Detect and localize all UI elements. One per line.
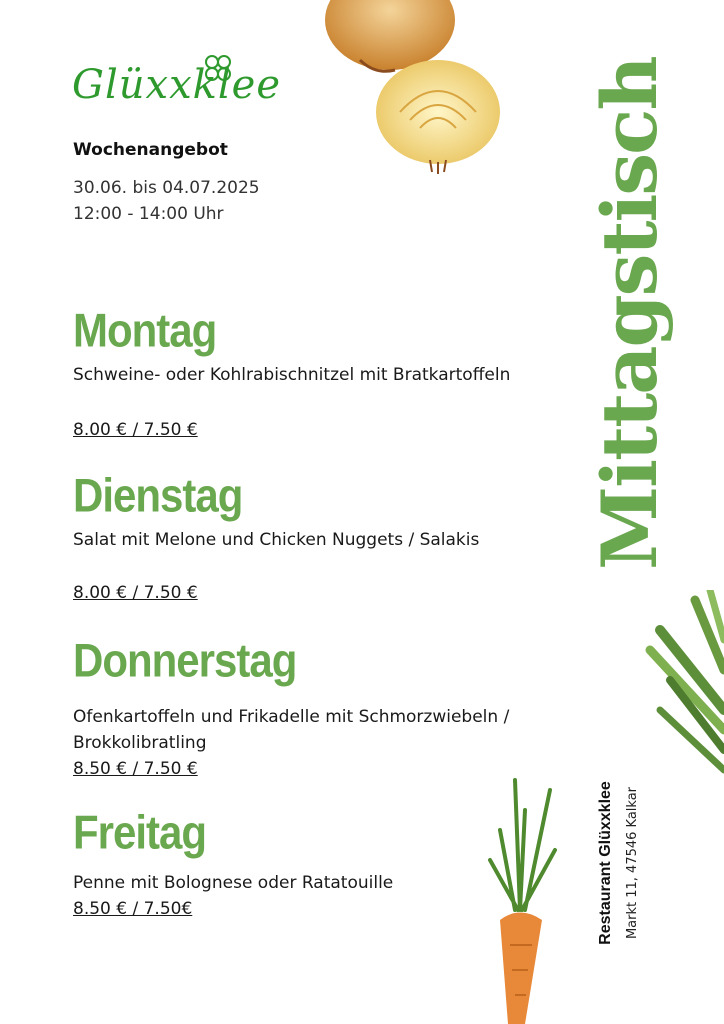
dish-dienstag: Salat mit Melone und Chicken Nuggets / Salakis xyxy=(73,530,480,550)
dish-donnerstag: Ofenkartoffeln und Frikadelle mit Schmorzwiebeln / Brokkolibratling xyxy=(73,707,510,753)
day-title-montag: Montag xyxy=(73,304,217,357)
restaurant-address: Markt 11, 47546 Kalkar xyxy=(625,786,640,940)
brand-logo: Glüxxklee xyxy=(72,62,281,108)
vertical-title: Mittagstisch xyxy=(585,57,674,570)
price-donnerstag: 8.50 € / 7.50 € xyxy=(73,759,198,779)
dish-freitag: Penne mit Bolognese oder Ratatouille xyxy=(73,873,394,893)
price-montag: 8.00 € / 7.50 € xyxy=(73,420,198,440)
onion-illustration xyxy=(320,0,510,180)
offer-subtitle: Wochenangebot xyxy=(73,140,228,160)
greens-illustration xyxy=(640,590,724,780)
price-freitag: 8.50 € / 7.50€ xyxy=(73,899,193,919)
clover-icon xyxy=(200,50,236,86)
day-title-donnerstag: Donnerstag xyxy=(73,634,297,687)
day-title-freitag: Freitag xyxy=(73,806,207,859)
dish-montag: Schweine- oder Kohlrabischnitzel mit Bratkartoffeln xyxy=(73,365,511,385)
carrot-illustration xyxy=(470,770,570,1024)
day-title-dienstag: Dienstag xyxy=(73,469,243,522)
restaurant-name: Restaurant Glüxxklee xyxy=(597,781,614,945)
price-dienstag: 8.00 € / 7.50 € xyxy=(73,583,198,603)
time-range: 12:00 - 14:00 Uhr xyxy=(73,204,224,224)
date-range: 30.06. bis 04.07.2025 xyxy=(73,178,260,198)
date-info xyxy=(73,175,260,227)
